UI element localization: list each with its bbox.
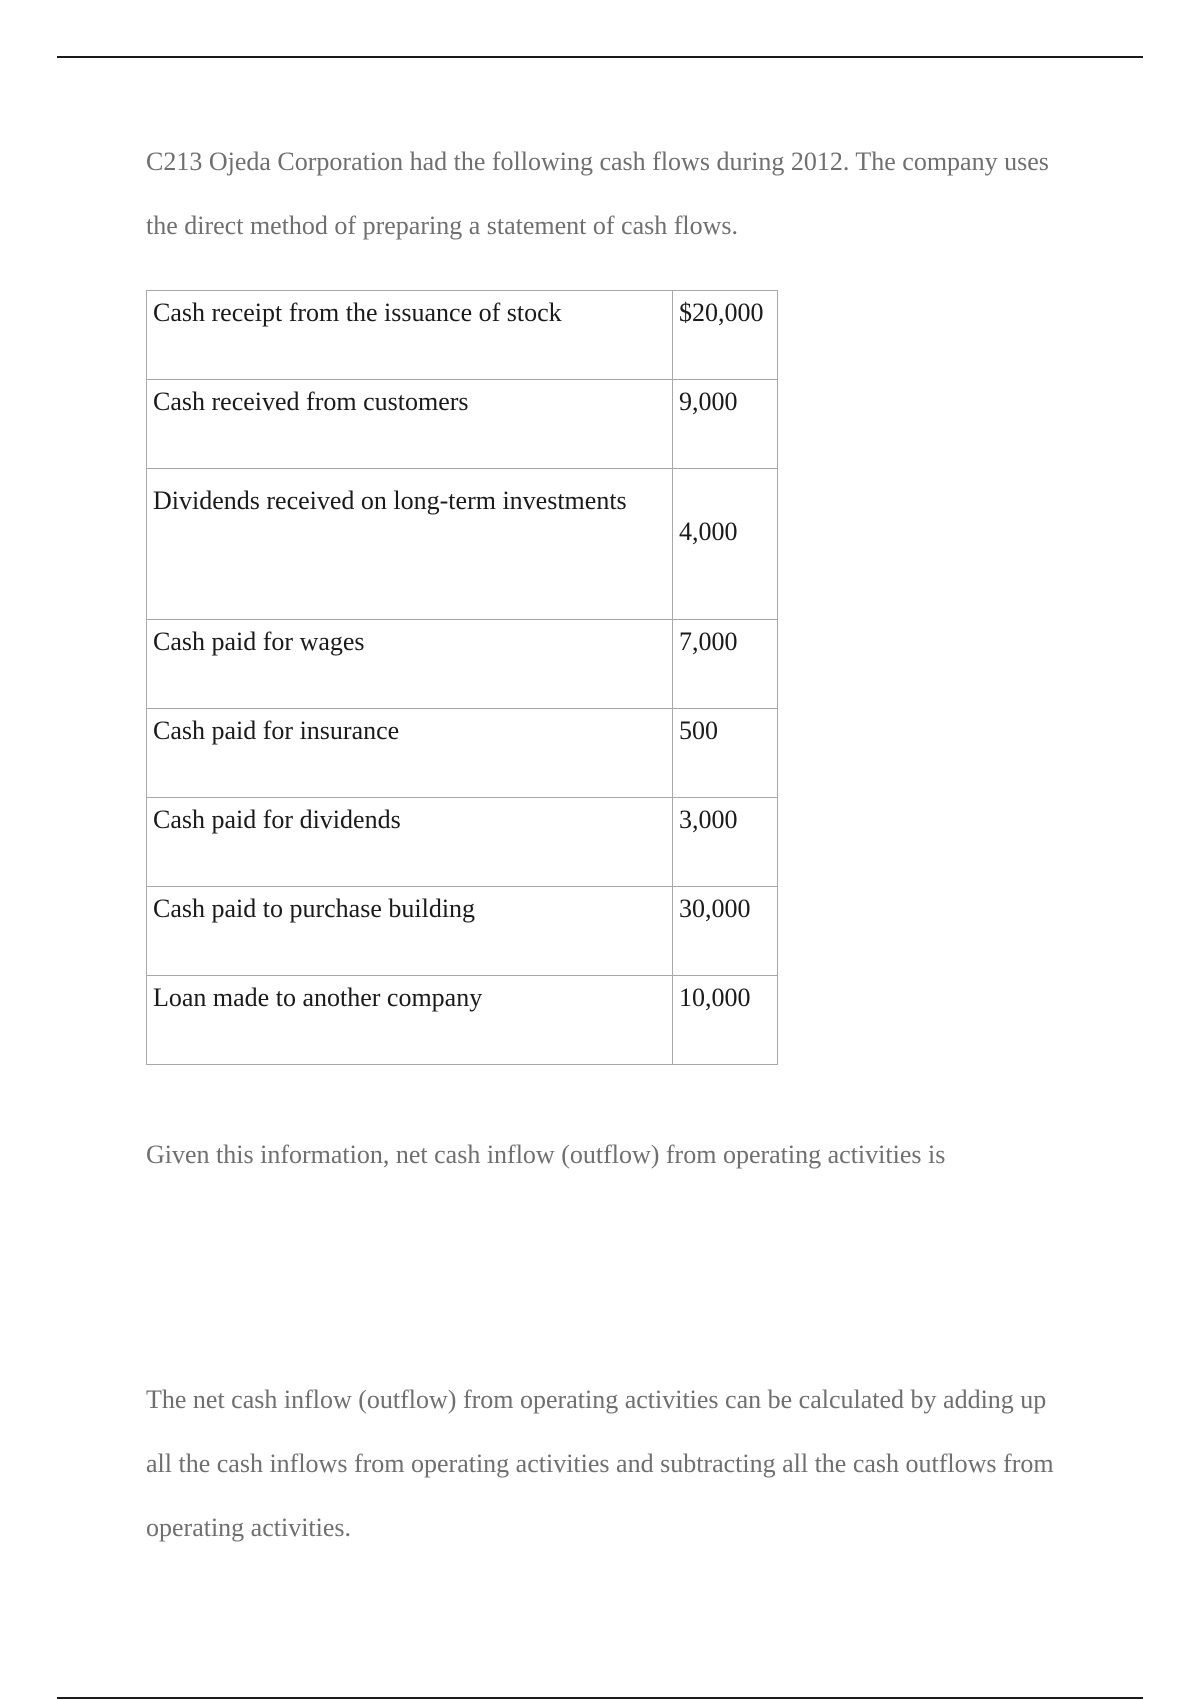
- cash-flow-table: [146, 290, 778, 1065]
- table-row: [147, 709, 778, 798]
- table-row: [147, 798, 778, 887]
- row-amount: 9,000: [673, 380, 778, 469]
- row-label: Cash receipt from the issuance of stock: [147, 291, 673, 380]
- top-divider: [57, 56, 1143, 58]
- row-amount: 500: [673, 709, 778, 798]
- row-label: Cash paid for dividends: [147, 798, 673, 887]
- table-row: [147, 469, 778, 620]
- row-label: Cash paid to purchase building: [147, 887, 673, 976]
- table-row: [147, 380, 778, 469]
- bottom-divider: [57, 1697, 1143, 1699]
- row-amount: 3,000: [673, 798, 778, 887]
- row-amount: 10,000: [673, 976, 778, 1065]
- row-amount: 4,000: [673, 469, 778, 620]
- row-label: Cash received from customers: [147, 380, 673, 469]
- table-row: [147, 887, 778, 976]
- row-amount: 7,000: [673, 620, 778, 709]
- table-row: [147, 620, 778, 709]
- table-row: [147, 291, 778, 380]
- intro-paragraph: C213 Ojeda Corporation had the following cash flows during 2012. The company uses the direct method of preparing a statement of cash flows.: [146, 147, 1049, 240]
- answer-paragraph: The net cash inflow (outflow) from operating activities can be calculated by adding up all the cash inflows from operating activities and subtracting all the cash outflows from operating activities.: [146, 1385, 1054, 1542]
- row-label: Cash paid for wages: [147, 620, 673, 709]
- row-label: Dividends received on long-term investments: [147, 469, 673, 620]
- row-amount: 30,000: [673, 887, 778, 976]
- row-label: Cash paid for insurance: [147, 709, 673, 798]
- row-amount: $20,000: [673, 291, 778, 380]
- table-row: [147, 976, 778, 1065]
- row-label: Loan made to another company: [147, 976, 673, 1065]
- question-paragraph: Given this information, net cash inflow (outflow) from operating activities is: [146, 1140, 946, 1169]
